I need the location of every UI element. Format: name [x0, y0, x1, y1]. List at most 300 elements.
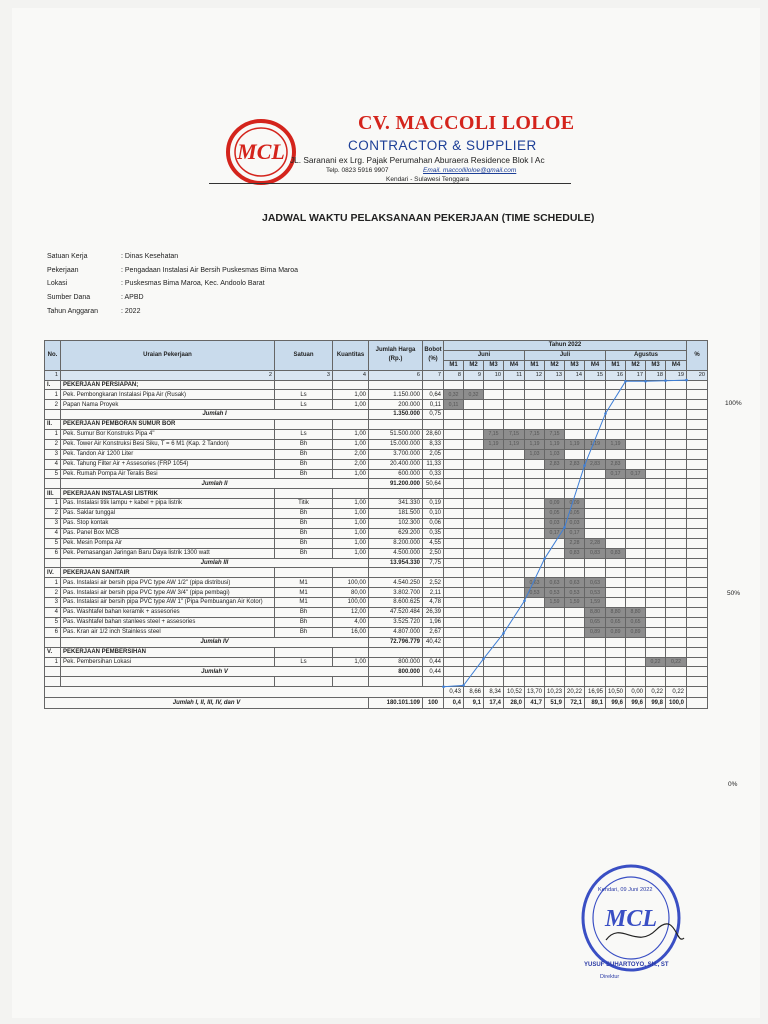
week-cell: [545, 647, 565, 657]
item-name: Pek. Pembongkaran Instalasi Pipa Air (Rusak): [61, 390, 275, 400]
week-cell: [504, 499, 525, 509]
week-cell: [585, 519, 606, 529]
item-harga: 800.000: [369, 657, 423, 667]
week-cell: [504, 657, 525, 667]
table-cell: [687, 698, 708, 709]
item-row: [45, 578, 708, 588]
item-name: Pas. Instalasi air bersih pipa PVC type AW 1" (Pipa Pembuangan Air Kotor): [61, 598, 275, 608]
week-cell: [626, 449, 646, 459]
subtotal-harga: 13.954.330: [369, 558, 423, 568]
week-cell: [545, 548, 565, 558]
header-week: M2: [464, 360, 484, 370]
week-cell: [545, 657, 565, 667]
item-satuan: Bh: [275, 627, 333, 637]
table-cell: [687, 617, 708, 627]
header-week: M3: [484, 360, 504, 370]
item-name: Pas. Kran air 1/2 inch Stainless steel: [61, 627, 275, 637]
week-cell: [484, 509, 504, 519]
item-name: Pek. Pembersihan Lokasi: [61, 657, 275, 667]
week-cell: [484, 667, 504, 677]
table-cell: [687, 657, 708, 667]
week-cell: [666, 637, 687, 647]
week-cell: [626, 548, 646, 558]
week-cell: [545, 538, 565, 548]
section-row: [45, 647, 708, 657]
item-no: 6: [45, 627, 61, 637]
gantt-bar: 0,17: [626, 469, 646, 479]
week-cell: [525, 538, 545, 548]
header-row: [45, 341, 708, 351]
week-cell: [626, 400, 646, 410]
week-cell: [646, 479, 666, 489]
subtotal-label: Jumlah IV: [61, 637, 369, 647]
week-cell: [545, 489, 565, 499]
item-satuan: Bh: [275, 538, 333, 548]
week-cell: [565, 400, 585, 410]
table-cell: [687, 627, 708, 637]
header-jumlah: Jumlah Harga (Rp.): [369, 341, 423, 371]
week-cell: [646, 598, 666, 608]
week-cell: [464, 449, 484, 459]
week-cell: [464, 430, 484, 440]
week-cell: [504, 548, 525, 558]
week-cell: [585, 568, 606, 578]
item-harga: 600.000: [369, 469, 423, 479]
item-no: 2: [45, 439, 61, 449]
week-cell: [666, 598, 687, 608]
week-cell: [504, 449, 525, 459]
info-row: [47, 264, 298, 278]
week-cell: [504, 469, 525, 479]
item-satuan: Bh: [275, 449, 333, 459]
column-index: 14: [565, 370, 585, 380]
item-row: [45, 608, 708, 618]
cumulative-value: 99,6: [626, 698, 646, 709]
week-cell: [585, 469, 606, 479]
item-name: Pek. Tower Air Konstruksi Besi Siku, T = 6 M1 (Kap. 2 Tandon): [61, 439, 275, 449]
subtotal-label: Jumlah V: [61, 667, 369, 677]
week-cell: [464, 657, 484, 667]
item-bobot: 0,33: [423, 469, 444, 479]
table-cell: [333, 568, 369, 578]
week-cell: [646, 637, 666, 647]
week-cell: [545, 617, 565, 627]
table-cell: [333, 647, 369, 657]
week-cell: [464, 400, 484, 410]
gantt-bar: 0,63: [525, 578, 545, 588]
item-row: [45, 469, 708, 479]
week-cell: [525, 598, 545, 608]
week-cell: [646, 608, 666, 618]
week-cell: [444, 439, 464, 449]
week-cell: [606, 519, 626, 529]
table-cell: [687, 598, 708, 608]
week-cell: [626, 657, 646, 667]
total-row: [45, 698, 708, 709]
item-satuan: M1: [275, 598, 333, 608]
week-cell: [444, 459, 464, 469]
week-cell: [606, 380, 626, 390]
header-month: Agustus: [606, 350, 687, 360]
header-month: Juni: [444, 350, 525, 360]
table-cell: [687, 667, 708, 677]
company-email: Email. maccolliloloe@gmail.com: [423, 167, 517, 174]
table-cell: [423, 568, 444, 578]
week-cell: [666, 558, 687, 568]
company-city: Kendari - Sulawesi Tenggara: [386, 176, 469, 183]
week-cell: [626, 499, 646, 509]
week-cell: [666, 568, 687, 578]
week-cell: [464, 420, 484, 430]
table-cell: [369, 677, 423, 687]
week-cell: [646, 390, 666, 400]
info-row: [47, 291, 298, 305]
header-week: M1: [525, 360, 545, 370]
item-no: 1: [45, 430, 61, 440]
section-name: PEKERJAAN INSTALASI LISTRIK: [61, 489, 275, 499]
week-cell: [464, 548, 484, 558]
gantt-bar: 0,89: [626, 627, 646, 637]
gantt-bar: 0,53: [565, 588, 585, 598]
item-no: 4: [45, 608, 61, 618]
week-cell: [606, 558, 626, 568]
gantt-bar: 1,19: [606, 439, 626, 449]
week-cell: [545, 400, 565, 410]
section-no: II.: [45, 420, 61, 430]
item-name: Pas. Saklar tunggal: [61, 509, 275, 519]
project-info: [47, 250, 298, 319]
table-cell: [275, 647, 333, 657]
table-cell: [545, 677, 565, 687]
header-week: M2: [545, 360, 565, 370]
gantt-bar: 2,28: [585, 538, 606, 548]
week-cell: [626, 588, 646, 598]
table-cell: [687, 647, 708, 657]
item-name: Pek. Sumur Bor Konstruks Pipa 4": [61, 430, 275, 440]
table-cell: [45, 667, 61, 677]
subtotal-harga: 1.350.000: [369, 410, 423, 420]
item-qty: 1,00: [333, 439, 369, 449]
table-cell: [504, 677, 525, 687]
column-index: 18: [646, 370, 666, 380]
week-cell: [444, 479, 464, 489]
cumulative-value: 72,1: [565, 698, 585, 709]
week-cell: [504, 608, 525, 618]
table-cell: [687, 509, 708, 519]
week-cell: [585, 410, 606, 420]
item-row: [45, 430, 708, 440]
week-cell: [484, 469, 504, 479]
week-cell: [444, 410, 464, 420]
item-bobot: 4,55: [423, 538, 444, 548]
table-cell: [687, 420, 708, 430]
week-cell: [444, 499, 464, 509]
week-cell: [626, 439, 646, 449]
table-cell: [687, 469, 708, 479]
item-harga: 102.300: [369, 519, 423, 529]
table-cell: [275, 489, 333, 499]
item-row: [45, 390, 708, 400]
gantt-bar: 0,09: [565, 499, 585, 509]
week-cell: [565, 469, 585, 479]
section-name: PEKERJAAN PEMBERSIHAN: [61, 647, 275, 657]
week-cell: [626, 459, 646, 469]
week-cell: [464, 469, 484, 479]
table-cell: [666, 677, 687, 687]
item-satuan: Bh: [275, 469, 333, 479]
week-cell: [545, 380, 565, 390]
item-bobot: 26,39: [423, 608, 444, 618]
week-cell: [504, 578, 525, 588]
item-harga: 181.500: [369, 509, 423, 519]
item-row: [45, 459, 708, 469]
scale-label-0: 0%: [728, 781, 738, 788]
week-cell: [666, 509, 687, 519]
week-cell: [525, 410, 545, 420]
week-cell: [525, 519, 545, 529]
item-harga: 3.700.000: [369, 449, 423, 459]
week-cell: [504, 568, 525, 578]
week-cell: [464, 459, 484, 469]
week-cell: [444, 598, 464, 608]
week-cell: [565, 390, 585, 400]
week-cell: [666, 667, 687, 677]
week-cell: [646, 548, 666, 558]
info-row: [47, 250, 298, 264]
gantt-bar: 8,80: [585, 608, 606, 618]
week-cell: [646, 627, 666, 637]
weekly-value: 16,95: [585, 687, 606, 698]
gantt-bar: 1,59: [545, 598, 565, 608]
total-bobot: 100: [423, 698, 444, 709]
week-cell: [585, 430, 606, 440]
item-satuan: Ls: [275, 430, 333, 440]
week-cell: [585, 479, 606, 489]
week-cell: [504, 538, 525, 548]
item-satuan: Ls: [275, 390, 333, 400]
info-key: Lokasi: [47, 280, 68, 288]
week-cell: [666, 400, 687, 410]
info-value: : 2022: [121, 307, 141, 315]
week-cell: [606, 509, 626, 519]
week-cell: [525, 647, 545, 657]
week-cell: [484, 568, 504, 578]
week-cell: [545, 420, 565, 430]
week-cell: [444, 617, 464, 627]
week-cell: [646, 568, 666, 578]
week-cell: [666, 449, 687, 459]
item-name: Pek. Rumah Pompa Air Teralis Besi: [61, 469, 275, 479]
week-cell: [666, 380, 687, 390]
item-qty: 1,00: [333, 519, 369, 529]
table-cell: [687, 439, 708, 449]
table-cell: [45, 637, 61, 647]
table-cell: [484, 677, 504, 687]
table-cell: [687, 538, 708, 548]
item-qty: 2,00: [333, 459, 369, 469]
week-cell: [646, 410, 666, 420]
week-cell: [585, 420, 606, 430]
gantt-bar: 1,19: [585, 439, 606, 449]
gantt-bar: 0,22: [646, 657, 666, 667]
week-cell: [606, 538, 626, 548]
column-index: 1: [45, 370, 61, 380]
header-kuantitas: Kuantitas: [333, 341, 369, 371]
week-cell: [484, 410, 504, 420]
item-bobot: 8,33: [423, 439, 444, 449]
item-harga: 200.000: [369, 400, 423, 410]
week-cell: [525, 499, 545, 509]
gantt-bar: 0,65: [585, 617, 606, 627]
week-cell: [525, 627, 545, 637]
section-no: V.: [45, 647, 61, 657]
gantt-bar: 1,19: [525, 439, 545, 449]
weekly-value: 10,50: [606, 687, 626, 698]
table-cell: [687, 558, 708, 568]
week-cell: [646, 538, 666, 548]
week-cell: [464, 380, 484, 390]
week-cell: [585, 509, 606, 519]
week-cell: [646, 578, 666, 588]
gantt-bar: 0,17: [606, 469, 626, 479]
week-cell: [565, 617, 585, 627]
header-uraian: Uraian Pekerjaan: [61, 341, 275, 371]
item-qty: 12,00: [333, 608, 369, 618]
week-cell: [525, 390, 545, 400]
gantt-bar: 2,83: [565, 459, 585, 469]
week-cell: [666, 499, 687, 509]
table-cell: [275, 677, 333, 687]
week-cell: [585, 558, 606, 568]
week-cell: [606, 400, 626, 410]
gantt-bar: 0,17: [565, 528, 585, 538]
week-cell: [444, 489, 464, 499]
week-cell: [504, 380, 525, 390]
scale-label-100: 100%: [725, 400, 742, 407]
week-cell: [525, 657, 545, 667]
company-logo: [224, 117, 298, 187]
week-cell: [484, 637, 504, 647]
week-cell: [626, 420, 646, 430]
table-cell: [565, 677, 585, 687]
week-cell: [646, 528, 666, 538]
table-cell: [369, 647, 423, 657]
subtotal-bobot: 50,64: [423, 479, 444, 489]
item-harga: 4.540.250: [369, 578, 423, 588]
week-cell: [444, 588, 464, 598]
header-week: M2: [626, 360, 646, 370]
item-satuan: Titik: [275, 499, 333, 509]
week-cell: [444, 578, 464, 588]
week-cell: [565, 568, 585, 578]
column-index: 2: [61, 370, 275, 380]
column-index: 9: [464, 370, 484, 380]
week-cell: [565, 430, 585, 440]
week-cell: [464, 519, 484, 529]
gantt-bar: 2,83: [545, 459, 565, 469]
week-cell: [565, 380, 585, 390]
table-cell: [464, 677, 484, 687]
week-cell: [666, 410, 687, 420]
week-cell: [464, 558, 484, 568]
column-index: 20: [687, 370, 708, 380]
week-cell: [525, 420, 545, 430]
weekly-value: 8,34: [484, 687, 504, 698]
table-cell: [61, 677, 275, 687]
week-cell: [484, 657, 504, 667]
week-cell: [626, 538, 646, 548]
week-cell: [626, 528, 646, 538]
week-cell: [444, 647, 464, 657]
header-bobot: Bobot (%): [423, 341, 444, 371]
item-satuan: M1: [275, 578, 333, 588]
table-cell: [606, 677, 626, 687]
week-cell: [565, 420, 585, 430]
gantt-bar: 0,17: [545, 528, 565, 538]
week-cell: [504, 667, 525, 677]
total-label: Jumlah I, II, III, IV, dan V: [45, 698, 369, 709]
subtotal-bobot: 7,75: [423, 558, 444, 568]
week-cell: [464, 528, 484, 538]
table-cell: [687, 479, 708, 489]
item-row: [45, 588, 708, 598]
item-satuan: Bh: [275, 548, 333, 558]
item-qty: 1,00: [333, 528, 369, 538]
week-cell: [444, 558, 464, 568]
week-cell: [444, 449, 464, 459]
week-cell: [545, 627, 565, 637]
week-cell: [504, 420, 525, 430]
week-cell: [545, 410, 565, 420]
gantt-bar: 0,89: [606, 627, 626, 637]
week-cell: [565, 558, 585, 568]
header-week: M4: [666, 360, 687, 370]
week-cell: [585, 667, 606, 677]
week-cell: [504, 627, 525, 637]
week-cell: [646, 400, 666, 410]
item-bobot: 0,11: [423, 400, 444, 410]
week-cell: [484, 598, 504, 608]
section-no: IV.: [45, 568, 61, 578]
item-name: Pas. Instalasi air bersih pipa PVC type AW 3/4" (pipa pembagi): [61, 588, 275, 598]
week-cell: [646, 617, 666, 627]
week-cell: [484, 578, 504, 588]
item-harga: 4.500.000: [369, 548, 423, 558]
header-week: M1: [606, 360, 626, 370]
week-cell: [484, 528, 504, 538]
item-name: Pas. Panel Box MCB: [61, 528, 275, 538]
week-cell: [504, 528, 525, 538]
item-bobot: 0,19: [423, 499, 444, 509]
week-cell: [626, 558, 646, 568]
item-name: Papan Nama Proyek: [61, 400, 275, 410]
item-harga: 8.200.000: [369, 538, 423, 548]
week-cell: [444, 420, 464, 430]
week-cell: [565, 657, 585, 667]
week-cell: [585, 390, 606, 400]
item-no: 5: [45, 469, 61, 479]
info-key: Sumber Dana: [47, 294, 91, 302]
column-index: 12: [525, 370, 545, 380]
week-cell: [464, 479, 484, 489]
week-cell: [525, 558, 545, 568]
column-index: 10: [484, 370, 504, 380]
gantt-bar: 0,89: [585, 627, 606, 637]
week-cell: [565, 627, 585, 637]
week-cell: [565, 479, 585, 489]
week-cell: [525, 568, 545, 578]
week-cell: [504, 410, 525, 420]
